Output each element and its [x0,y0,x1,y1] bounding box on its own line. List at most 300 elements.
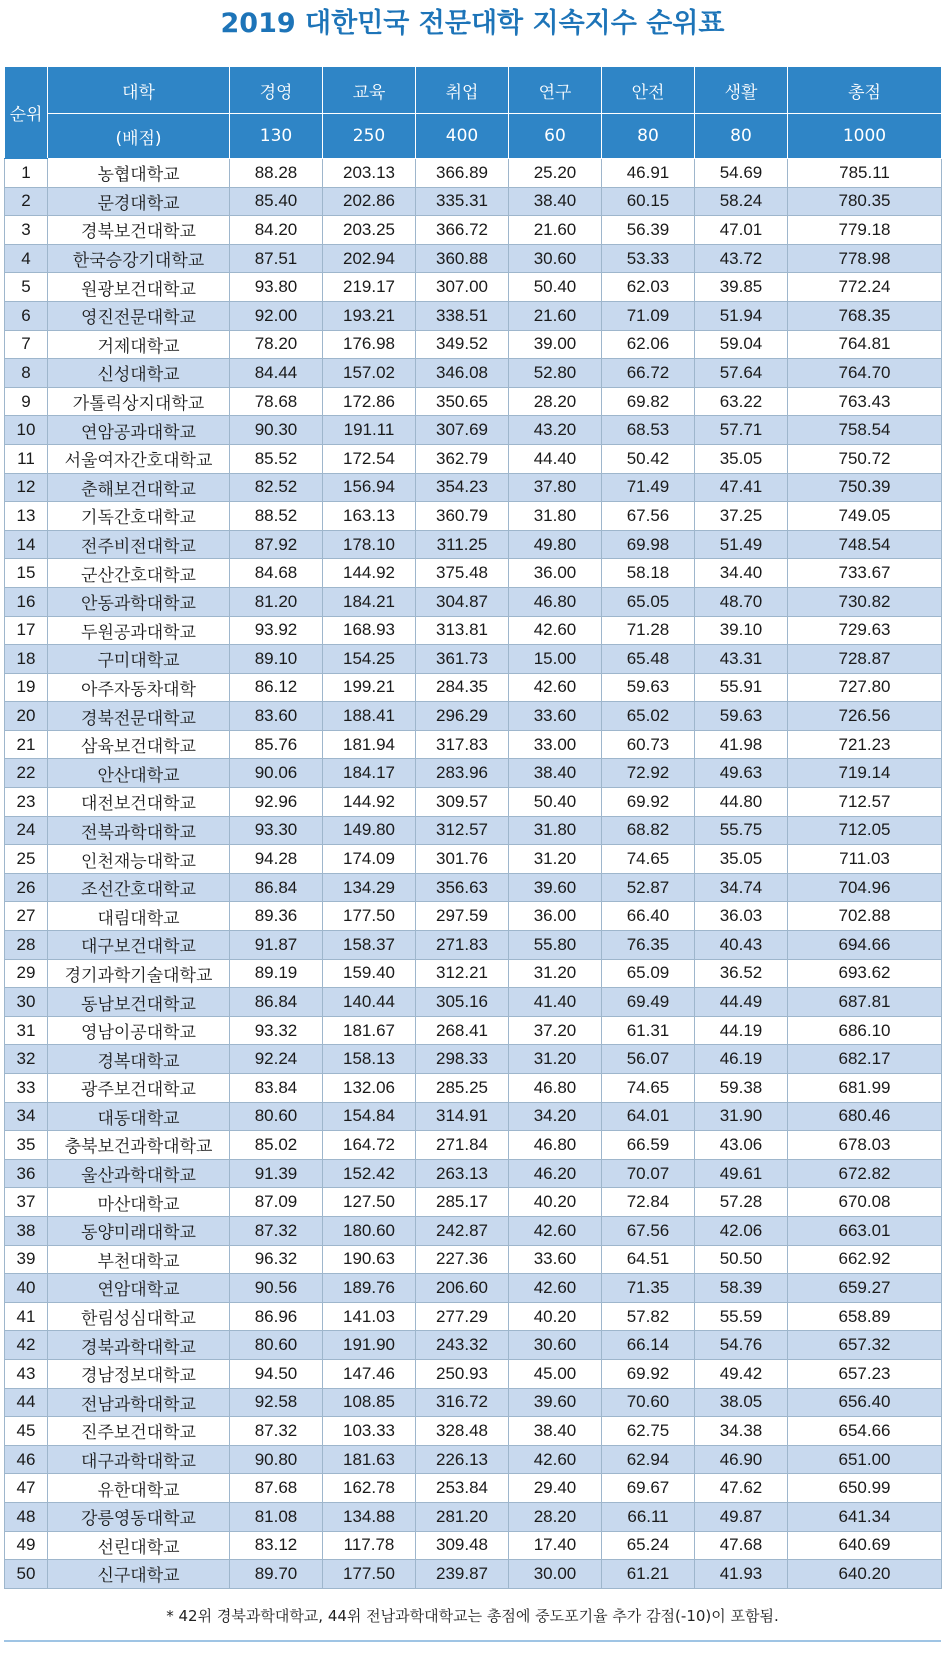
total-cell: 779.18 [788,216,942,245]
education-cell: 199.21 [323,673,416,702]
header-education: 교육 [323,67,416,114]
education-cell: 180.60 [323,1216,416,1245]
employment-cell: 227.36 [416,1245,509,1274]
living-cell: 47.62 [695,1474,788,1503]
management-cell: 80.60 [230,1331,323,1360]
living-cell: 49.63 [695,759,788,788]
table-row [5,244,942,273]
research-cell: 42.60 [509,616,602,645]
rank-cell: 31 [5,1016,48,1045]
total-cell: 719.14 [788,759,942,788]
management-cell: 85.02 [230,1131,323,1160]
rank-cell: 15 [5,559,48,588]
education-cell: 152.42 [323,1159,416,1188]
living-cell: 54.76 [695,1331,788,1360]
education-cell: 134.29 [323,873,416,902]
research-cell: 30.60 [509,1331,602,1360]
management-cell: 83.12 [230,1531,323,1560]
total-cell: 694.66 [788,931,942,960]
safety-cell: 72.84 [602,1188,695,1217]
rank-cell: 42 [5,1331,48,1360]
research-cell: 21.60 [509,301,602,330]
total-cell: 670.08 [788,1188,942,1217]
employment-cell: 284.35 [416,673,509,702]
living-cell: 47.41 [695,473,788,502]
table-row [5,387,942,416]
rank-cell: 41 [5,1302,48,1331]
education-cell: 108.85 [323,1388,416,1417]
management-cell: 84.20 [230,216,323,245]
employment-cell: 307.00 [416,273,509,302]
employment-cell: 277.29 [416,1302,509,1331]
table-row [5,931,942,960]
rank-cell: 11 [5,444,48,473]
rank-cell: 25 [5,845,48,874]
table-row [5,159,942,188]
rank-cell: 21 [5,730,48,759]
research-cell: 40.20 [509,1302,602,1331]
total-cell: 663.01 [788,1216,942,1245]
school-name-cell: 충북보건과학대학교 [48,1131,230,1160]
school-name-cell: 신성대학교 [48,359,230,388]
school-name-cell: 경기과학기술대학교 [48,959,230,988]
school-name-cell: 선린대학교 [48,1531,230,1560]
bottom-divider [4,1640,941,1642]
education-cell: 147.46 [323,1359,416,1388]
total-cell: 730.82 [788,587,942,616]
rank-cell: 20 [5,702,48,731]
footnote: * 42위 경북과학대학교, 44위 전남과학대학교는 총점에 중도포기율 추가 감점(-10)이 포함됨. [166,1607,779,1625]
table-row [5,1245,942,1274]
education-cell: 181.67 [323,1016,416,1045]
total-cell: 687.81 [788,988,942,1017]
school-name-cell: 경북과학대학교 [48,1331,230,1360]
employment-cell: 354.23 [416,473,509,502]
living-cell: 47.68 [695,1531,788,1560]
safety-cell: 71.28 [602,616,695,645]
safety-cell: 65.05 [602,587,695,616]
rank-cell: 46 [5,1445,48,1474]
school-name-cell: 아주자동차대학 [48,673,230,702]
school-name-cell: 춘해보건대학교 [48,473,230,502]
research-cell: 15.00 [509,645,602,674]
education-cell: 154.25 [323,645,416,674]
table-row [5,301,942,330]
management-cell: 90.80 [230,1445,323,1474]
school-name-cell: 경북전문대학교 [48,702,230,731]
total-cell: 682.17 [788,1045,942,1074]
management-cell: 83.84 [230,1074,323,1103]
management-cell: 93.80 [230,273,323,302]
education-cell: 132.06 [323,1074,416,1103]
management-cell: 87.68 [230,1474,323,1503]
rank-cell: 12 [5,473,48,502]
rank-cell: 6 [5,301,48,330]
employment-cell: 239.87 [416,1560,509,1589]
table-row [5,444,942,473]
rank-cell: 37 [5,1188,48,1217]
total-cell: 657.23 [788,1359,942,1388]
safety-cell: 68.82 [602,816,695,845]
table-row [5,273,942,302]
safety-cell: 69.92 [602,788,695,817]
living-cell: 59.63 [695,702,788,731]
living-cell: 35.05 [695,845,788,874]
header-education-points: 250 [323,114,416,159]
living-cell: 43.72 [695,244,788,273]
total-cell: 681.99 [788,1074,942,1103]
school-name-cell: 농협대학교 [48,159,230,188]
safety-cell: 60.73 [602,730,695,759]
management-cell: 92.24 [230,1045,323,1074]
research-cell: 33.60 [509,1245,602,1274]
management-cell: 93.30 [230,816,323,845]
living-cell: 44.49 [695,988,788,1017]
research-cell: 44.40 [509,444,602,473]
total-cell: 693.62 [788,959,942,988]
research-cell: 43.20 [509,416,602,445]
education-cell: 176.98 [323,330,416,359]
research-cell: 31.20 [509,959,602,988]
safety-cell: 69.67 [602,1474,695,1503]
employment-cell: 338.51 [416,301,509,330]
research-cell: 39.00 [509,330,602,359]
safety-cell: 65.02 [602,702,695,731]
employment-cell: 296.29 [416,702,509,731]
safety-cell: 69.92 [602,1359,695,1388]
management-cell: 91.39 [230,1159,323,1188]
ranking-table [4,66,942,1589]
school-name-cell: 동양미래대학교 [48,1216,230,1245]
safety-cell: 68.53 [602,416,695,445]
employment-cell: 350.65 [416,387,509,416]
total-cell: 727.80 [788,673,942,702]
rank-cell: 35 [5,1131,48,1160]
total-cell: 641.34 [788,1502,942,1531]
rank-cell: 13 [5,502,48,531]
research-cell: 36.00 [509,902,602,931]
table-row [5,187,942,216]
school-name-cell: 기독간호대학교 [48,502,230,531]
table-row [5,1016,942,1045]
table-row [5,530,942,559]
school-name-cell: 동남보건대학교 [48,988,230,1017]
header-research-points: 60 [509,114,602,159]
total-cell: 768.35 [788,301,942,330]
employment-cell: 360.88 [416,244,509,273]
living-cell: 57.28 [695,1188,788,1217]
safety-cell: 61.31 [602,1016,695,1045]
school-name-cell: 인천재능대학교 [48,845,230,874]
table-row [5,702,942,731]
rank-cell: 19 [5,673,48,702]
rank-cell: 39 [5,1245,48,1274]
school-name-cell: 삼육보건대학교 [48,730,230,759]
education-cell: 158.37 [323,931,416,960]
header-school-points: (배점) [48,114,230,159]
table-row [5,645,942,674]
living-cell: 49.61 [695,1159,788,1188]
management-cell: 83.60 [230,702,323,731]
education-cell: 141.03 [323,1302,416,1331]
education-cell: 188.41 [323,702,416,731]
education-cell: 202.86 [323,187,416,216]
employment-cell: 253.84 [416,1474,509,1503]
education-cell: 191.11 [323,416,416,445]
education-cell: 181.94 [323,730,416,759]
table-row [5,1359,942,1388]
living-cell: 46.19 [695,1045,788,1074]
total-cell: 640.20 [788,1560,942,1589]
total-cell: 704.96 [788,873,942,902]
total-cell: 749.05 [788,502,942,531]
total-cell: 702.88 [788,902,942,931]
header-rank: 순위 [5,67,48,159]
safety-cell: 71.09 [602,301,695,330]
school-name-cell: 부천대학교 [48,1245,230,1274]
safety-cell: 58.18 [602,559,695,588]
education-cell: 181.63 [323,1445,416,1474]
rank-cell: 5 [5,273,48,302]
living-cell: 37.25 [695,502,788,531]
management-cell: 90.56 [230,1274,323,1303]
table-row [5,1502,942,1531]
total-cell: 733.67 [788,559,942,588]
management-cell: 80.60 [230,1102,323,1131]
table-row [5,1417,942,1446]
living-cell: 49.87 [695,1502,788,1531]
safety-cell: 69.49 [602,988,695,1017]
rank-cell: 43 [5,1359,48,1388]
management-cell: 81.20 [230,587,323,616]
school-name-cell: 신구대학교 [48,1560,230,1589]
employment-cell: 346.08 [416,359,509,388]
safety-cell: 66.72 [602,359,695,388]
rank-cell: 4 [5,244,48,273]
living-cell: 34.74 [695,873,788,902]
living-cell: 57.64 [695,359,788,388]
management-cell: 92.00 [230,301,323,330]
employment-cell: 304.87 [416,587,509,616]
employment-cell: 250.93 [416,1359,509,1388]
education-cell: 219.17 [323,273,416,302]
school-name-cell: 경복대학교 [48,1045,230,1074]
school-name-cell: 강릉영동대학교 [48,1502,230,1531]
management-cell: 85.40 [230,187,323,216]
total-cell: 748.54 [788,530,942,559]
rank-cell: 29 [5,959,48,988]
management-cell: 94.50 [230,1359,323,1388]
management-cell: 93.92 [230,616,323,645]
total-cell: 721.23 [788,730,942,759]
management-cell: 93.32 [230,1016,323,1045]
safety-cell: 46.91 [602,159,695,188]
research-cell: 29.40 [509,1474,602,1503]
table-row [5,330,942,359]
education-cell: 174.09 [323,845,416,874]
table-body [5,159,942,1589]
education-cell: 157.02 [323,359,416,388]
employment-cell: 297.59 [416,902,509,931]
employment-cell: 243.32 [416,1331,509,1360]
living-cell: 57.71 [695,416,788,445]
rank-cell: 32 [5,1045,48,1074]
employment-cell: 309.57 [416,788,509,817]
employment-cell: 281.20 [416,1502,509,1531]
living-cell: 47.01 [695,216,788,245]
education-cell: 177.50 [323,1560,416,1589]
living-cell: 40.43 [695,931,788,960]
research-cell: 38.40 [509,759,602,788]
school-name-cell: 원광보건대학교 [48,273,230,302]
school-name-cell: 한국승강기대학교 [48,244,230,273]
safety-cell: 67.56 [602,502,695,531]
management-cell: 90.30 [230,416,323,445]
safety-cell: 65.24 [602,1531,695,1560]
school-name-cell: 두원공과대학교 [48,616,230,645]
living-cell: 59.04 [695,330,788,359]
management-cell: 86.84 [230,988,323,1017]
education-cell: 172.86 [323,387,416,416]
living-cell: 35.05 [695,444,788,473]
rank-cell: 36 [5,1159,48,1188]
rank-cell: 17 [5,616,48,645]
rank-cell: 10 [5,416,48,445]
living-cell: 48.70 [695,587,788,616]
management-cell: 87.09 [230,1188,323,1217]
rank-cell: 2 [5,187,48,216]
safety-cell: 62.06 [602,330,695,359]
rank-cell: 22 [5,759,48,788]
table-row [5,1388,942,1417]
total-cell: 785.11 [788,159,942,188]
total-cell: 712.05 [788,816,942,845]
school-name-cell: 서울여자간호대학교 [48,444,230,473]
table-row [5,1445,942,1474]
research-cell: 40.20 [509,1188,602,1217]
research-cell: 46.80 [509,587,602,616]
employment-cell: 206.60 [416,1274,509,1303]
living-cell: 44.80 [695,788,788,817]
safety-cell: 76.35 [602,931,695,960]
table-row [5,1131,942,1160]
living-cell: 46.90 [695,1445,788,1474]
living-cell: 34.40 [695,559,788,588]
table-row [5,1531,942,1560]
living-cell: 55.59 [695,1302,788,1331]
living-cell: 51.49 [695,530,788,559]
research-cell: 45.00 [509,1359,602,1388]
header-total: 총점 [788,67,942,114]
rank-cell: 16 [5,587,48,616]
table-row [5,1331,942,1360]
employment-cell: 309.48 [416,1531,509,1560]
safety-cell: 52.87 [602,873,695,902]
total-cell: 662.92 [788,1245,942,1274]
school-name-cell: 전남과학대학교 [48,1388,230,1417]
header-living-points: 80 [695,114,788,159]
research-cell: 46.80 [509,1074,602,1103]
school-name-cell: 연암대학교 [48,1274,230,1303]
total-cell: 763.43 [788,387,942,416]
management-cell: 81.08 [230,1502,323,1531]
research-cell: 31.80 [509,816,602,845]
header-research: 연구 [509,67,602,114]
education-cell: 203.13 [323,159,416,188]
table-row [5,1216,942,1245]
table-row [5,959,942,988]
school-name-cell: 마산대학교 [48,1188,230,1217]
safety-cell: 66.14 [602,1331,695,1360]
total-cell: 640.69 [788,1531,942,1560]
header-management: 경영 [230,67,323,114]
employment-cell: 335.31 [416,187,509,216]
education-cell: 158.13 [323,1045,416,1074]
education-cell: 190.63 [323,1245,416,1274]
safety-cell: 70.07 [602,1159,695,1188]
total-cell: 764.81 [788,330,942,359]
research-cell: 50.40 [509,273,602,302]
table-row [5,216,942,245]
employment-cell: 268.41 [416,1016,509,1045]
total-cell: 750.39 [788,473,942,502]
living-cell: 51.94 [695,301,788,330]
management-cell: 89.10 [230,645,323,674]
safety-cell: 61.21 [602,1560,695,1589]
safety-cell: 69.82 [602,387,695,416]
header-management-points: 130 [230,114,323,159]
rank-cell: 33 [5,1074,48,1103]
rank-cell: 49 [5,1531,48,1560]
research-cell: 38.40 [509,1417,602,1446]
table-row [5,873,942,902]
employment-cell: 366.72 [416,216,509,245]
school-name-cell: 영진전문대학교 [48,301,230,330]
rank-cell: 40 [5,1274,48,1303]
rank-cell: 23 [5,788,48,817]
education-cell: 162.78 [323,1474,416,1503]
management-cell: 96.32 [230,1245,323,1274]
table-row [5,1188,942,1217]
header-living: 생활 [695,67,788,114]
safety-cell: 62.03 [602,273,695,302]
research-cell: 41.40 [509,988,602,1017]
education-cell: 178.10 [323,530,416,559]
school-name-cell: 한림성심대학교 [48,1302,230,1331]
research-cell: 37.20 [509,1016,602,1045]
education-cell: 117.78 [323,1531,416,1560]
management-cell: 89.70 [230,1560,323,1589]
safety-cell: 72.92 [602,759,695,788]
research-cell: 25.20 [509,159,602,188]
safety-cell: 56.39 [602,216,695,245]
research-cell: 28.20 [509,1502,602,1531]
management-cell: 91.87 [230,931,323,960]
table-row [5,1302,942,1331]
research-cell: 42.60 [509,673,602,702]
education-cell: 163.13 [323,502,416,531]
total-cell: 711.03 [788,845,942,874]
research-cell: 33.00 [509,730,602,759]
employment-cell: 316.72 [416,1388,509,1417]
research-cell: 46.20 [509,1159,602,1188]
management-cell: 89.36 [230,902,323,931]
employment-cell: 375.48 [416,559,509,588]
living-cell: 55.91 [695,673,788,702]
employment-cell: 226.13 [416,1445,509,1474]
living-cell: 58.24 [695,187,788,216]
management-cell: 78.68 [230,387,323,416]
